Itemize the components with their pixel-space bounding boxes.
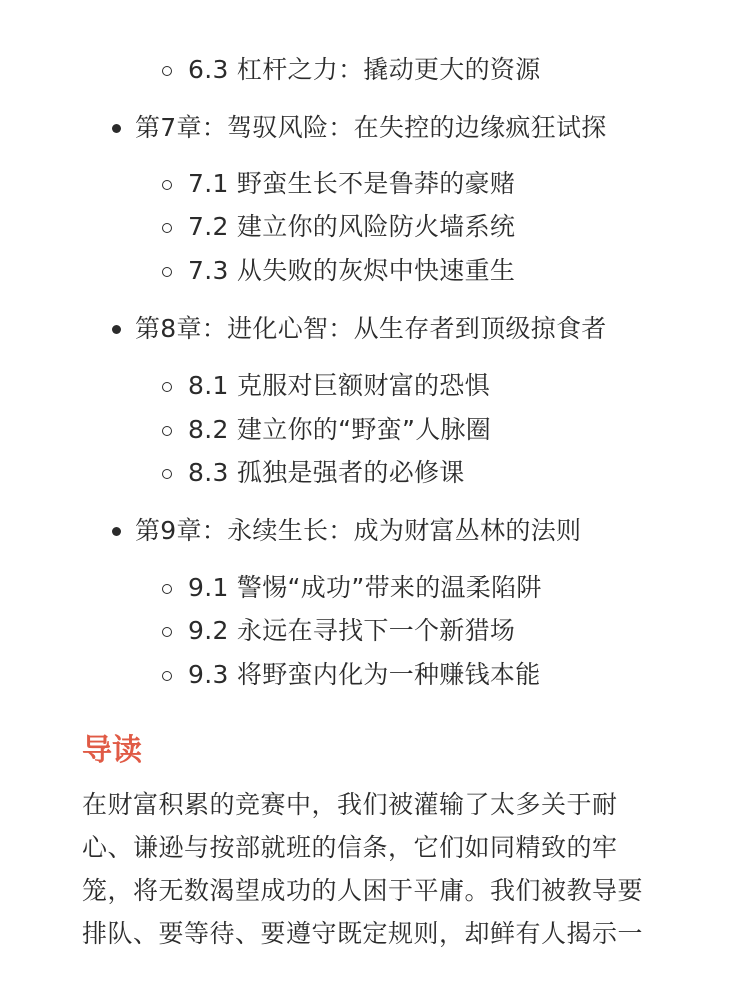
paragraph-line: 在财富积累的竞赛中，我们被灌输了太多关于耐 (82, 790, 618, 819)
toc-chapter-item[interactable]: 第9章：永续生长：成为财富丛林的法则 (135, 516, 582, 545)
circle-bullet-icon (162, 382, 172, 392)
toc-section-item[interactable]: 8.2 建立你的“野蛮”人脉圈 (188, 415, 492, 444)
circle-bullet-icon (162, 584, 172, 594)
circle-bullet-icon (162, 267, 172, 277)
circle-bullet-icon (162, 671, 172, 681)
disc-bullet-icon (112, 527, 121, 536)
circle-bullet-icon (162, 627, 172, 637)
toc-section-item[interactable]: 8.3 孤独是强者的必修课 (188, 458, 465, 487)
disc-bullet-icon (112, 124, 121, 133)
intro-heading: 导读 (82, 733, 142, 768)
toc-section-item[interactable]: 6.3 杠杆之力：撬动更大的资源 (188, 55, 541, 84)
toc-section-item[interactable]: 7.2 建立你的风险防火墙系统 (188, 212, 516, 241)
toc-section-item[interactable]: 9.1 警惕“成功”带来的温柔陷阱 (188, 573, 542, 602)
paragraph-line: 排队、要等待、要遵守既定规则，却鲜有人揭示一 (82, 919, 644, 948)
toc-section-item[interactable]: 8.1 克服对巨额财富的恐惧 (188, 371, 490, 400)
disc-bullet-icon (112, 325, 121, 334)
toc-chapter-item[interactable]: 第8章：进化心智：从生存者到顶级掠食者 (135, 314, 607, 343)
circle-bullet-icon (162, 180, 172, 190)
toc-section-item[interactable]: 9.3 将野蛮内化为一种赚钱本能 (188, 660, 541, 689)
toc-section-item[interactable]: 7.3 从失败的灰烬中快速重生 (188, 256, 516, 285)
toc-section-item[interactable]: 9.2 永远在寻找下一个新猎场 (188, 616, 516, 645)
circle-bullet-icon (162, 469, 172, 479)
circle-bullet-icon (162, 426, 172, 436)
toc-section-item[interactable]: 7.1 野蛮生长不是鲁莽的豪赌 (188, 169, 516, 198)
paragraph-line: 笼，将无数渴望成功的人困于平庸。我们被教导要 (82, 876, 644, 905)
toc-chapter-item[interactable]: 第7章：驾驭风险：在失控的边缘疯狂试探 (135, 113, 607, 142)
circle-bullet-icon (162, 66, 172, 76)
paragraph-line: 心、谦逊与按部就班的信条，它们如同精致的牢 (82, 833, 618, 862)
circle-bullet-icon (162, 223, 172, 233)
